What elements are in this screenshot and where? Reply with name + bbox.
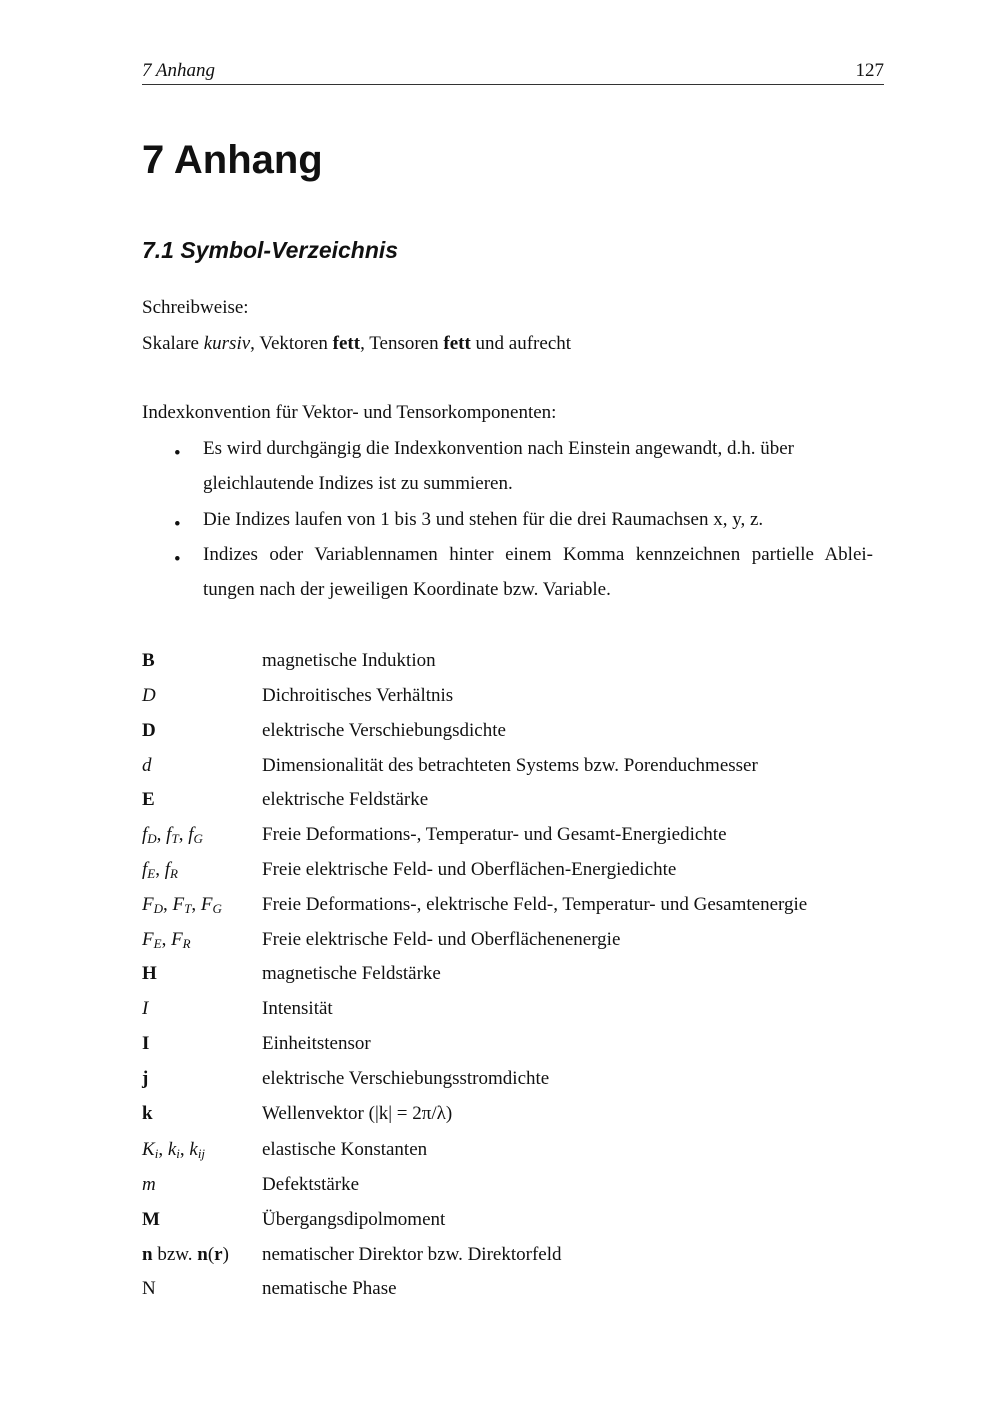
symbol: m [142,1174,156,1195]
bullet-text: Indizes oder Variablennamen hinter einem Komma kennzeichnen partielle Ablei- tungen nach der jeweiligen Koordinate bzw. Variable. [203,544,873,600]
symbol: E [142,789,155,810]
symbol: k [142,1103,153,1124]
definition: Freie Deformations-, elektrische Feld-, Temperatur- und Gesamtenergie [262,894,808,915]
definition: Einheitstensor [262,1033,371,1054]
symbol: $f_E$, $f_R$ [142,859,178,881]
running-header [142,58,884,85]
bullet-text: Die Indizes laufen von 1 bis 3 und stehen für die drei Raumachsen x, y, z. [203,509,764,530]
definition: Intensität [262,998,333,1019]
symbol: $f_D$, $f_T$, $f_G$ [142,824,203,846]
notation-heading: Schreibweise: [142,297,249,318]
definition: Freie elektrische Feld- und Oberflächenenergie [262,929,621,950]
symbol: d [142,755,152,776]
index-convention-heading: Indexkonvention für Vektor- und Tensorkomponenten: [142,402,557,423]
running-header-chapter: 7 Anhang [142,60,216,81]
definition: elastische Konstanten [262,1139,428,1160]
bullet-icon: • [174,443,181,464]
symbol: n bzw. n(r) [142,1244,229,1265]
symbol: D [142,685,156,706]
definition: elektrische Feldstärke [262,789,429,810]
definition: Freie elektrische Feld- und Oberflächen-Energiedichte [262,859,677,880]
symbol: M [142,1209,160,1230]
notation-line: Skalare kursiv, Vektoren fett, Tensoren fett und aufrecht [142,333,572,354]
definition: nematischer Direktor bzw. Direktorfeld [262,1244,562,1265]
bullet-text: Es wird durchgängig die Indexkonvention nach Einstein angewandt, d.h. über gleichlautende Indizes ist zu summieren. [203,438,794,494]
definition: Freie Deformations-, Temperatur- und Gesamt-Energiedichte [262,824,727,845]
symbol: N [142,1278,156,1299]
definition: elektrische Verschiebungsdichte [262,720,506,741]
definition: Dichroitisches Verhältnis [262,685,454,706]
bullet-icon: • [174,514,181,535]
symbol: I [142,1033,150,1054]
definition: elektrische Verschiebungsstromdichte [262,1068,550,1089]
symbol: B [142,650,155,671]
page-number: 127 [855,60,884,81]
symbol: j [142,1068,149,1089]
bullet-icon: • [174,549,181,570]
definition: magnetische Induktion [262,650,436,671]
symbol: $K_i$, $k_i$, $k_{ij}$ [142,1139,206,1161]
definition: Übergangsdipolmoment [262,1209,446,1230]
section-title: 7.1 Symbol-Verzeichnis [142,237,399,263]
symbol: I [142,998,149,1019]
symbol: $F_D$, $F_T$, $F_G$ [142,894,222,916]
definition: Defektstärke [262,1174,360,1195]
definition: Dimensionalität des betrachteten Systems bzw. Porenduchmesser [262,755,758,776]
chapter-title: 7 Anhang [142,138,323,182]
symbol: $F_E$, $F_R$ [142,929,191,951]
symbol: D [142,720,156,741]
definition: magnetische Feldstärke [262,963,441,984]
definition: nematische Phase [262,1278,397,1299]
symbol: H [142,963,157,984]
definition: Wellenvektor (|k| = 2π/λ) [262,1103,453,1124]
